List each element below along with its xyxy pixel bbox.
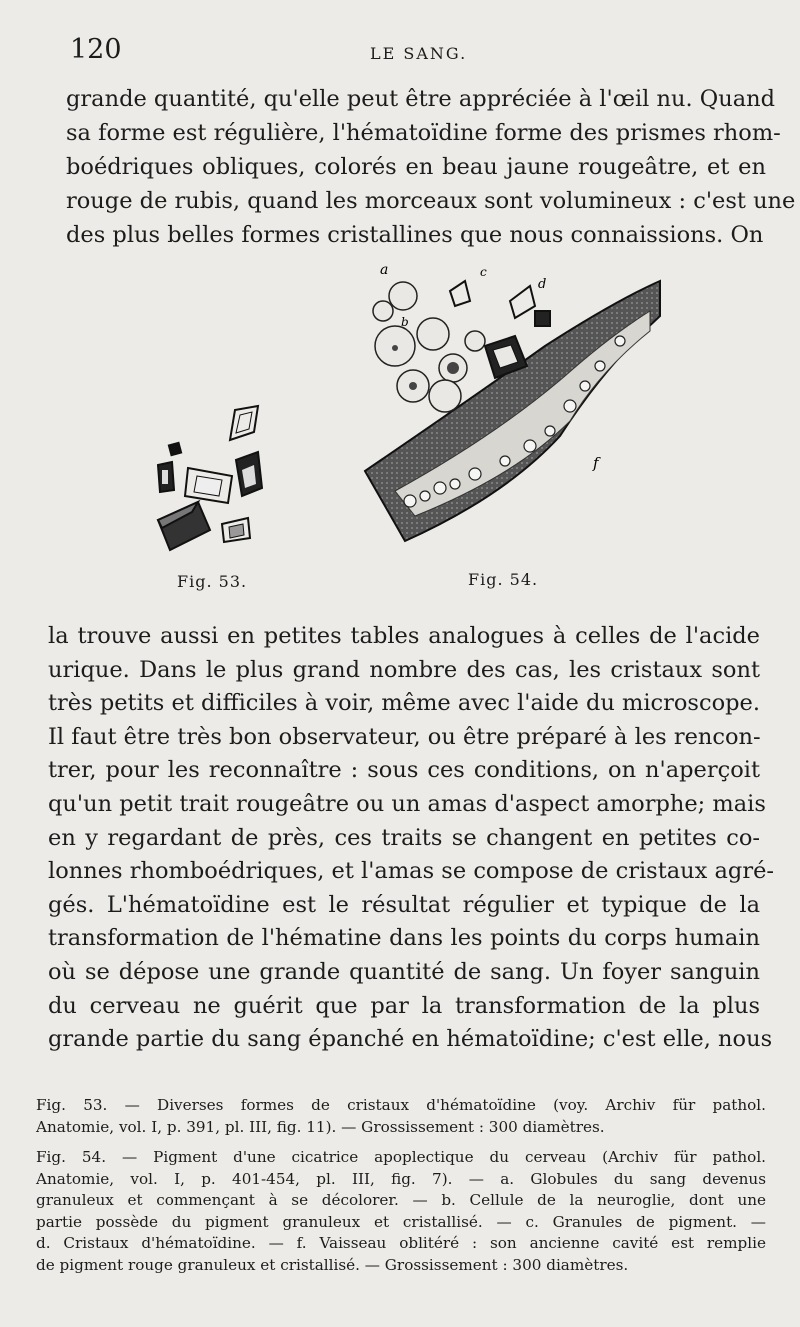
text-line: Il faut être très bon observateur, ou être préparé à les rencon- bbox=[48, 723, 761, 750]
text-line: où se dépose une grande quantité de sang. Un foyer sanguin bbox=[48, 958, 760, 985]
footnote-line: granuleux et commençant à se décolorer. — b. Cellule de la neuroglie, dont une bbox=[36, 1191, 766, 1209]
text-line: grande partie du sang épanché en hématoïdine; c'est elle, nous bbox=[48, 1026, 773, 1053]
footnote-line: Fig. 53. — Diverses formes de cristaux d'hématoïdine (voy. Archiv für pathol. bbox=[36, 1096, 766, 1114]
figure-54-pigment bbox=[355, 256, 675, 556]
text-line: boédriques obliques, colorés en beau jaune rougeâtre, et en bbox=[66, 154, 766, 180]
footnote-line: de pigment rouge granuleux et cristallisé. — Grossissement : 300 diamètres. bbox=[36, 1255, 629, 1274]
figure-label-d: d bbox=[538, 277, 547, 292]
text-line: grande quantité, qu'elle peut être appréciée à l'œil nu. Quand bbox=[66, 86, 776, 112]
text-line: très petits et difficiles à voir, même avec l'aide du microscope. bbox=[48, 690, 760, 717]
figure-53-crystals bbox=[150, 400, 270, 560]
figure-label-b: b bbox=[401, 315, 409, 329]
text-line: qu'un petit trait rougeâtre ou un amas d'aspect amorphe; mais bbox=[48, 790, 766, 817]
figure-54-label: Fig. 54. bbox=[468, 570, 539, 589]
body-paragraph-bottom bbox=[48, 620, 775, 1057]
footnote-fig54 bbox=[36, 1147, 766, 1276]
footnote-line: Anatomie, vol. I, p. 391, pl. III, fig. 11). — Grossissement : 300 diamètres. bbox=[36, 1117, 605, 1136]
figure-53-label: Fig. 53. bbox=[177, 572, 248, 591]
text-line: en y regardant de près, ces traits se changent en petites co- bbox=[48, 824, 760, 851]
text-line: sa forme est régulière, l'hématoïdine forme des prismes rhom- bbox=[66, 120, 781, 146]
figure-label-c: c bbox=[480, 265, 487, 279]
footnote-line: d. Cristaux d'hématoïdine. — f. Vaisseau oblitéré : son ancienne cavité est remplie bbox=[36, 1234, 766, 1252]
text-line: gés. L'hématoïdine est le résultat régulier et typique de la bbox=[48, 891, 760, 918]
text-line: du cerveau ne guérit que par la transformation de la plus bbox=[48, 992, 760, 1019]
footnote-fig53 bbox=[36, 1095, 766, 1138]
footnote-line: partie possède du pigment granuleux et cristallisé. — c. Granules de pigment. — bbox=[36, 1212, 766, 1231]
text-line: des plus belles formes cristallines que nous connaissions. On bbox=[66, 222, 764, 248]
running-title: LE SANG. bbox=[370, 44, 468, 63]
page-number: 120 bbox=[70, 34, 122, 65]
text-line: lonnes rhomboédriques, et l'amas se compose de cristaux agré- bbox=[48, 858, 775, 885]
figure-label-f: f bbox=[593, 454, 599, 472]
body-paragraph-top bbox=[66, 82, 796, 252]
figure-label-a: a bbox=[380, 262, 389, 278]
footnote-line: Fig. 54. — Pigment d'une cicatrice apoplectique du cerveau (Archiv für pathol. bbox=[36, 1148, 766, 1166]
text-line: transformation de l'hématine dans les points du corps humain bbox=[48, 925, 760, 952]
footnote-line: Anatomie, vol. I, p. 401-454, pl. III, fig. 7). — a. Globules du sang devenus bbox=[36, 1169, 766, 1188]
text-line: la trouve aussi en petites tables analogues à celles de l'acide bbox=[48, 623, 760, 649]
text-line: urique. Dans le plus grand nombre des cas, les cristaux sont bbox=[48, 656, 760, 683]
text-line: trer, pour les reconnaître : sous ces conditions, on n'aperçoit bbox=[48, 757, 760, 784]
text-line: rouge de rubis, quand les morceaux sont volumineux : c'est une bbox=[66, 188, 796, 214]
